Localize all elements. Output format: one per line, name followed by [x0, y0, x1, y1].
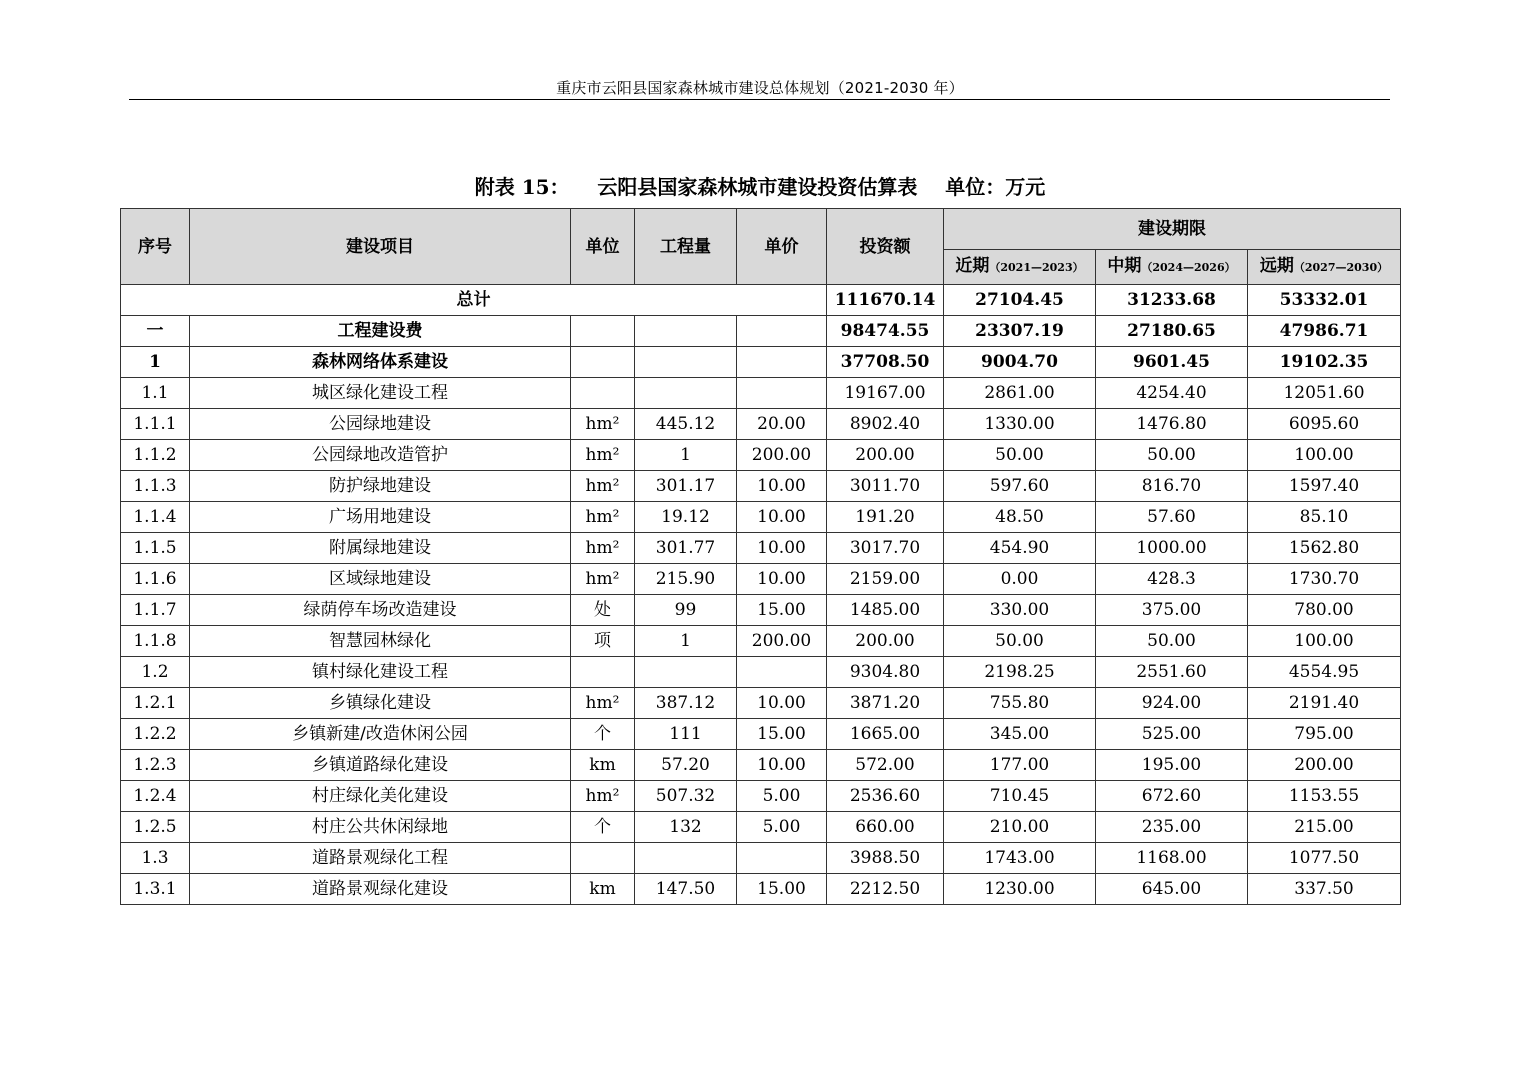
- cell-item: 绿荫停车场改造建设: [190, 595, 571, 626]
- cell-seq: 1.1.8: [121, 626, 190, 657]
- total-label: 总计: [121, 285, 827, 316]
- cell-investment: 200.00: [827, 626, 944, 657]
- cell-near: 1230.00: [944, 874, 1096, 905]
- cell-quantity: 301.17: [635, 471, 737, 502]
- cell-unit: hm²: [571, 688, 635, 719]
- table-row: [121, 378, 1401, 409]
- cell-item: 森林网络体系建设: [190, 347, 571, 378]
- table-row: [121, 595, 1401, 626]
- cell-item: 镇村绿化建设工程: [190, 657, 571, 688]
- cell-near: 454.90: [944, 533, 1096, 564]
- cell-seq: 1.3.1: [121, 874, 190, 905]
- cell-unit-price: [737, 316, 827, 347]
- cell-investment: 2159.00: [827, 564, 944, 595]
- cell-near: 50.00: [944, 626, 1096, 657]
- table-row: [121, 657, 1401, 688]
- cell-unit-price: 5.00: [737, 812, 827, 843]
- cell-near: 210.00: [944, 812, 1096, 843]
- cell-far: 100.00: [1248, 626, 1401, 657]
- cell-near: 710.45: [944, 781, 1096, 812]
- table-row: [121, 440, 1401, 471]
- cell-far: 12051.60: [1248, 378, 1401, 409]
- cell-item: 工程建设费: [190, 316, 571, 347]
- cell-far: 1077.50: [1248, 843, 1401, 874]
- table-row: [121, 750, 1401, 781]
- cell-seq: 1.2.1: [121, 688, 190, 719]
- cell-near: 345.00: [944, 719, 1096, 750]
- cell-unit: hm²: [571, 409, 635, 440]
- cell-unit-price: 20.00: [737, 409, 827, 440]
- cell-unit-price: [737, 378, 827, 409]
- cell-seq: 1.2.3: [121, 750, 190, 781]
- table-row: [121, 781, 1401, 812]
- cell-mid: 645.00: [1096, 874, 1248, 905]
- table-row: [121, 347, 1401, 378]
- cell-far: 1730.70: [1248, 564, 1401, 595]
- cell-far: 85.10: [1248, 502, 1401, 533]
- near-term-label: 近期: [955, 256, 990, 276]
- cell-item: 村庄公共休闲绿地: [190, 812, 571, 843]
- cell-unit-price: 10.00: [737, 471, 827, 502]
- cell-investment: 200.00: [827, 440, 944, 471]
- cell-far: 780.00: [1248, 595, 1401, 626]
- table-row: [121, 719, 1401, 750]
- table-row: [121, 812, 1401, 843]
- cell-mid: 195.00: [1096, 750, 1248, 781]
- cell-unit: [571, 657, 635, 688]
- cell-investment: 1665.00: [827, 719, 944, 750]
- cell-quantity: 57.20: [635, 750, 737, 781]
- cell-far: 215.00: [1248, 812, 1401, 843]
- cell-quantity: 147.50: [635, 874, 737, 905]
- table-row: [121, 316, 1401, 347]
- cell-investment: 3988.50: [827, 843, 944, 874]
- table-row: [121, 533, 1401, 564]
- cell-quantity: [635, 657, 737, 688]
- table-title: 附表 15： 云阳县国家森林城市建设投资估算表 单位：万元: [474, 175, 1046, 199]
- cell-far: 1562.80: [1248, 533, 1401, 564]
- cell-mid: 924.00: [1096, 688, 1248, 719]
- cell-item: 城区绿化建设工程: [190, 378, 571, 409]
- cell-near: 755.80: [944, 688, 1096, 719]
- cell-item: 乡镇绿化建设: [190, 688, 571, 719]
- cell-quantity: 301.77: [635, 533, 737, 564]
- total-investment: 111670.14: [827, 285, 944, 316]
- total-far: 53332.01: [1248, 285, 1401, 316]
- cell-unit-price: 10.00: [737, 688, 827, 719]
- cell-unit: km: [571, 874, 635, 905]
- cell-item: 道路景观绿化建设: [190, 874, 571, 905]
- cell-quantity: 1: [635, 626, 737, 657]
- cell-item: 智慧园林绿化: [190, 626, 571, 657]
- cell-quantity: [635, 843, 737, 874]
- cell-unit-price: 10.00: [737, 502, 827, 533]
- cell-item: 道路景观绿化工程: [190, 843, 571, 874]
- cell-investment: 1485.00: [827, 595, 944, 626]
- cell-far: 47986.71: [1248, 316, 1401, 347]
- table-row: [121, 471, 1401, 502]
- cell-seq: 1.1.6: [121, 564, 190, 595]
- cell-unit: 个: [571, 719, 635, 750]
- cell-seq: 1.2.2: [121, 719, 190, 750]
- cell-unit: 项: [571, 626, 635, 657]
- cell-seq: 1.1.7: [121, 595, 190, 626]
- cell-investment: 3871.20: [827, 688, 944, 719]
- cell-unit-price: 15.00: [737, 719, 827, 750]
- header-unit-price: 单价: [737, 209, 827, 285]
- cell-far: 6095.60: [1248, 409, 1401, 440]
- cell-unit-price: [737, 347, 827, 378]
- cell-unit: hm²: [571, 471, 635, 502]
- cell-near: 50.00: [944, 440, 1096, 471]
- cell-near: 0.00: [944, 564, 1096, 595]
- cell-investment: 8902.40: [827, 409, 944, 440]
- cell-investment: 191.20: [827, 502, 944, 533]
- cell-mid: 27180.65: [1096, 316, 1248, 347]
- cell-investment: 2212.50: [827, 874, 944, 905]
- header-long-term: [1248, 250, 1401, 285]
- cell-quantity: [635, 378, 737, 409]
- table-row: [121, 502, 1401, 533]
- cell-mid: 4254.40: [1096, 378, 1248, 409]
- cell-unit-price: 10.00: [737, 564, 827, 595]
- cell-seq: 1.1.5: [121, 533, 190, 564]
- header-mid-term: [1096, 250, 1248, 285]
- cell-unit: km: [571, 750, 635, 781]
- cell-far: 337.50: [1248, 874, 1401, 905]
- cell-far: 100.00: [1248, 440, 1401, 471]
- cell-investment: 2536.60: [827, 781, 944, 812]
- cell-near: 330.00: [944, 595, 1096, 626]
- cell-unit: hm²: [571, 502, 635, 533]
- cell-unit-price: 15.00: [737, 595, 827, 626]
- cell-investment: 9304.80: [827, 657, 944, 688]
- cell-seq: 1.2.4: [121, 781, 190, 812]
- cell-seq: 1.1.4: [121, 502, 190, 533]
- cell-seq: 1.3: [121, 843, 190, 874]
- table-row: [121, 688, 1401, 719]
- cell-unit: [571, 347, 635, 378]
- mid-term-label: 中期: [1107, 256, 1142, 276]
- running-header: 重庆市云阳县国家森林城市建设总体规划（2021-2030 年）: [556, 79, 964, 97]
- cell-item: 附属绿地建设: [190, 533, 571, 564]
- cell-mid: 672.60: [1096, 781, 1248, 812]
- cell-quantity: 507.32: [635, 781, 737, 812]
- cell-item: 村庄绿化美化建设: [190, 781, 571, 812]
- cell-unit-price: 200.00: [737, 440, 827, 471]
- near-term-range: （2021—2023）: [989, 261, 1084, 274]
- cell-near: 1330.00: [944, 409, 1096, 440]
- table-row: [121, 874, 1401, 905]
- cell-mid: 1168.00: [1096, 843, 1248, 874]
- cell-far: 19102.35: [1248, 347, 1401, 378]
- cell-near: 597.60: [944, 471, 1096, 502]
- cell-mid: 816.70: [1096, 471, 1248, 502]
- header-unit: 单位: [571, 209, 635, 285]
- cell-investment: 3017.70: [827, 533, 944, 564]
- cell-unit: hm²: [571, 533, 635, 564]
- cell-mid: 2551.60: [1096, 657, 1248, 688]
- cell-investment: 572.00: [827, 750, 944, 781]
- header-investment: 投资额: [827, 209, 944, 285]
- long-term-label: 远期: [1259, 256, 1294, 276]
- cell-quantity: 19.12: [635, 502, 737, 533]
- cell-seq: 1.1.1: [121, 409, 190, 440]
- cell-near: 1743.00: [944, 843, 1096, 874]
- cell-far: 795.00: [1248, 719, 1401, 750]
- cell-seq: 1: [121, 347, 190, 378]
- header-near-term: [944, 250, 1096, 285]
- cell-seq: 1.2.5: [121, 812, 190, 843]
- cell-unit: hm²: [571, 781, 635, 812]
- cell-unit-price: 15.00: [737, 874, 827, 905]
- cell-item: 乡镇新建/改造休闲公园: [190, 719, 571, 750]
- cell-mid: 525.00: [1096, 719, 1248, 750]
- cell-seq: 1.1.2: [121, 440, 190, 471]
- cell-unit: [571, 378, 635, 409]
- header-rule: [129, 99, 1390, 100]
- total-mid: 31233.68: [1096, 285, 1248, 316]
- cell-unit-price: 10.00: [737, 533, 827, 564]
- cell-quantity: 215.90: [635, 564, 737, 595]
- cell-investment: 98474.55: [827, 316, 944, 347]
- cell-far: 4554.95: [1248, 657, 1401, 688]
- cell-far: 200.00: [1248, 750, 1401, 781]
- cell-unit: [571, 316, 635, 347]
- cell-far: 2191.40: [1248, 688, 1401, 719]
- header-seq: 序号: [121, 209, 190, 285]
- cell-near: 2198.25: [944, 657, 1096, 688]
- cell-unit-price: 10.00: [737, 750, 827, 781]
- cell-quantity: 132: [635, 812, 737, 843]
- cell-investment: 3011.70: [827, 471, 944, 502]
- cell-mid: 235.00: [1096, 812, 1248, 843]
- cell-near: 177.00: [944, 750, 1096, 781]
- cell-quantity: [635, 347, 737, 378]
- cell-seq: 1.1.3: [121, 471, 190, 502]
- cell-seq: 1.2: [121, 657, 190, 688]
- cell-quantity: 99: [635, 595, 737, 626]
- cell-quantity: 111: [635, 719, 737, 750]
- cell-unit-price: [737, 843, 827, 874]
- cell-unit-price: 200.00: [737, 626, 827, 657]
- cell-investment: 37708.50: [827, 347, 944, 378]
- total-near: 27104.45: [944, 285, 1096, 316]
- total-row: [121, 285, 1401, 316]
- mid-term-range: （2024—2026）: [1141, 261, 1236, 274]
- cell-item: 公园绿地改造管护: [190, 440, 571, 471]
- cell-unit: [571, 843, 635, 874]
- cell-unit: 处: [571, 595, 635, 626]
- cell-mid: 428.3: [1096, 564, 1248, 595]
- header-quantity: 工程量: [635, 209, 737, 285]
- investment-table: [120, 208, 1401, 905]
- header-period-group: 建设期限: [944, 209, 1401, 250]
- cell-far: 1153.55: [1248, 781, 1401, 812]
- cell-item: 防护绿地建设: [190, 471, 571, 502]
- cell-unit: hm²: [571, 564, 635, 595]
- cell-quantity: [635, 316, 737, 347]
- cell-near: 23307.19: [944, 316, 1096, 347]
- cell-seq: 一: [121, 316, 190, 347]
- header-item: 建设项目: [190, 209, 571, 285]
- cell-mid: 50.00: [1096, 440, 1248, 471]
- cell-quantity: 387.12: [635, 688, 737, 719]
- table-row: [121, 409, 1401, 440]
- cell-near: 9004.70: [944, 347, 1096, 378]
- table-row: [121, 626, 1401, 657]
- cell-investment: 660.00: [827, 812, 944, 843]
- cell-item: 公园绿地建设: [190, 409, 571, 440]
- cell-mid: 375.00: [1096, 595, 1248, 626]
- cell-mid: 1000.00: [1096, 533, 1248, 564]
- cell-unit-price: 5.00: [737, 781, 827, 812]
- cell-near: 48.50: [944, 502, 1096, 533]
- cell-unit: hm²: [571, 440, 635, 471]
- cell-quantity: 1: [635, 440, 737, 471]
- cell-unit-price: [737, 657, 827, 688]
- cell-mid: 9601.45: [1096, 347, 1248, 378]
- cell-seq: 1.1: [121, 378, 190, 409]
- cell-item: 乡镇道路绿化建设: [190, 750, 571, 781]
- cell-mid: 50.00: [1096, 626, 1248, 657]
- cell-mid: 1476.80: [1096, 409, 1248, 440]
- cell-investment: 19167.00: [827, 378, 944, 409]
- cell-unit: 个: [571, 812, 635, 843]
- cell-near: 2861.00: [944, 378, 1096, 409]
- cell-quantity: 445.12: [635, 409, 737, 440]
- cell-far: 1597.40: [1248, 471, 1401, 502]
- cell-item: 广场用地建设: [190, 502, 571, 533]
- table-row: [121, 564, 1401, 595]
- long-term-range: （2027—2030）: [1293, 261, 1389, 274]
- cell-mid: 57.60: [1096, 502, 1248, 533]
- table-row: [121, 843, 1401, 874]
- cell-item: 区域绿地建设: [190, 564, 571, 595]
